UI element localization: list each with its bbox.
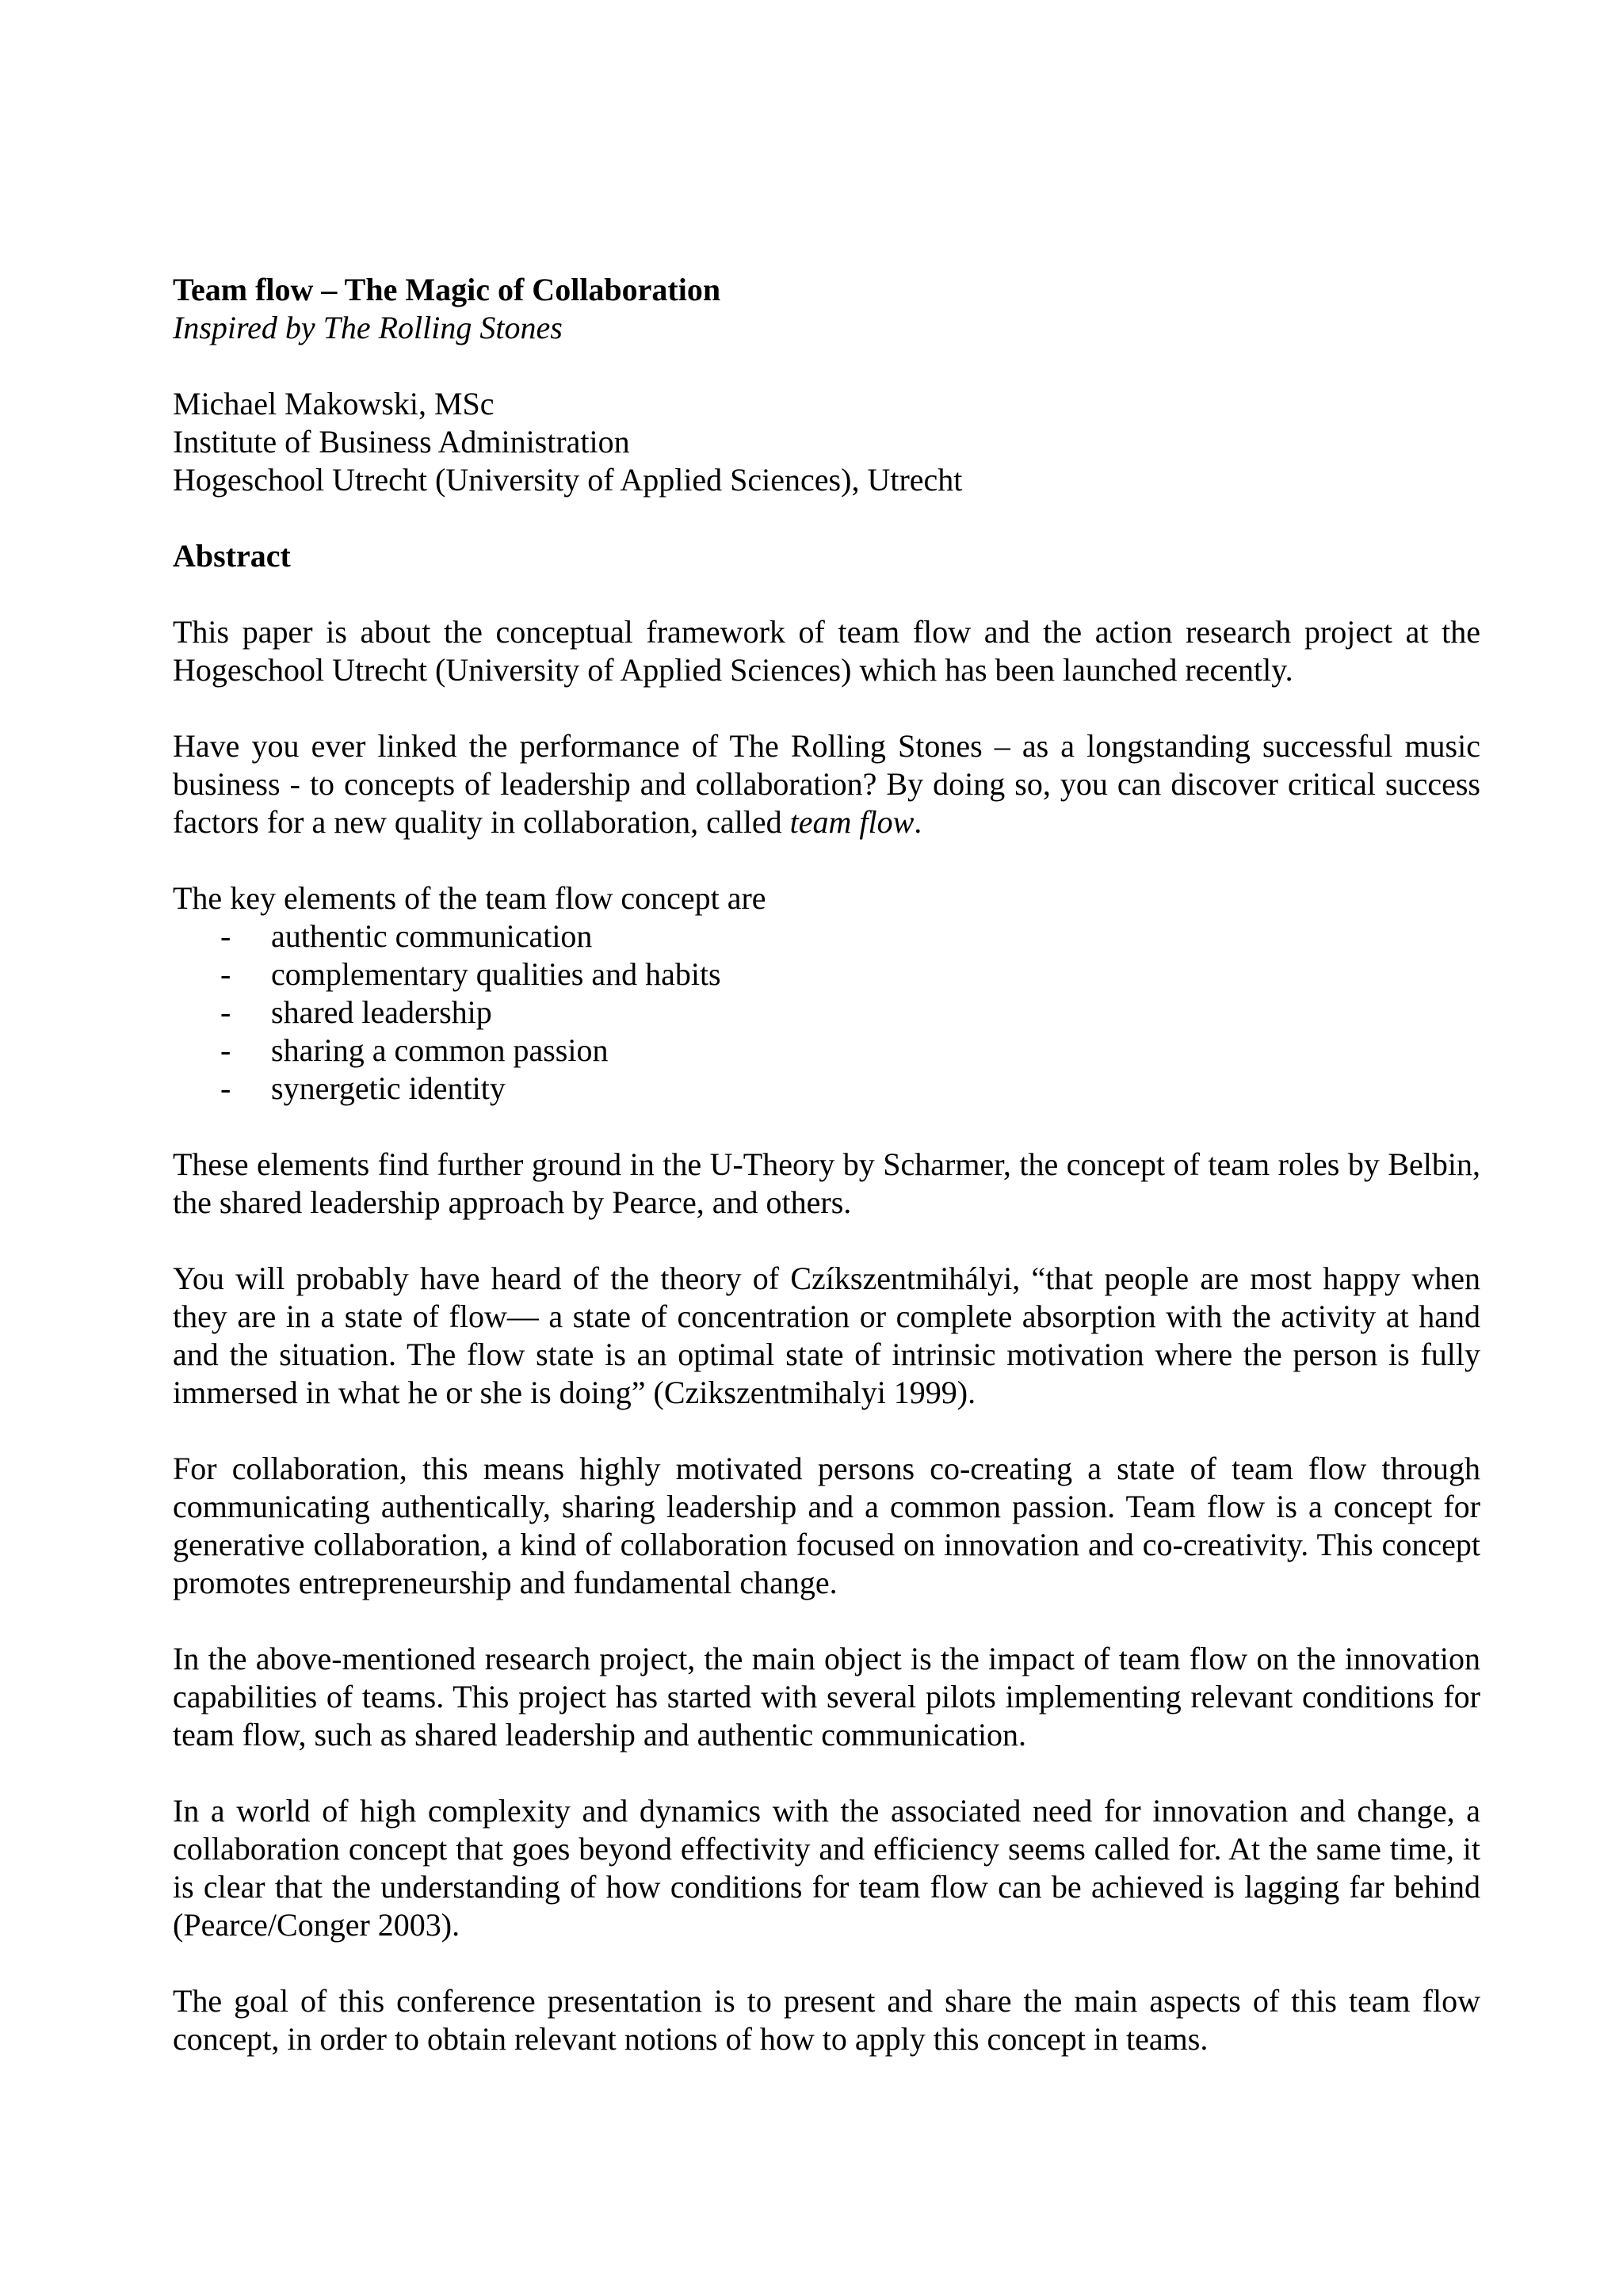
author-name: Michael Makowski, MSc	[173, 386, 495, 421]
paper-title: Team flow – The Magic of Collaboration	[173, 272, 721, 307]
abstract-heading: Abstract	[173, 538, 291, 574]
list-item	[173, 917, 1480, 955]
list-intro: The key elements of the team flow concept are	[173, 880, 766, 916]
author-institute: Institute of Business Administration	[173, 424, 630, 460]
abstract-paragraph-7: In a world of high complexity and dynamics with the associated need for innovation and change, a collaboration concept that goes beyond effectivity and efficiency seems called for. At the same time, it is clear that the understanding of how conditions for team flow can be achieved is lagging far behind (Pearce/Conger 2003).	[173, 1793, 1480, 1943]
key-elements-list	[173, 917, 1480, 1108]
list-item	[173, 1032, 1480, 1070]
list-item-text: complementary qualities and habits	[271, 956, 721, 992]
dash-bullet: -	[220, 994, 231, 1030]
abstract-paragraph-5: For collaboration, this means highly motivated persons co-creating a state of team flow through communicating authentically, sharing leadership and a common passion. Team flow is a concept for generative collaboration, a kind of collaboration focused on innovation and co-creativity. This concept promotes entrepreneurship and fundamental change.	[173, 1451, 1480, 1600]
spacer	[173, 499, 1480, 537]
list-item-text: shared leadership	[271, 994, 492, 1030]
paragraph-2-text: Have you ever linked the performance of The Rolling Stones – as a longstanding successful music business - to concepts of leadership and collaboration? By doing so, you can discover critical success factors for a new quality in collaboration, called	[173, 728, 1480, 840]
list-item	[173, 955, 1480, 994]
abstract-paragraph-1: This paper is about the conceptual framework of team flow and the action research project at the Hogeschool Utrecht (University of Applied Sciences) which has been launched recently.	[173, 614, 1480, 688]
spacer	[173, 347, 1480, 385]
list-item-text: authentic communication	[271, 918, 593, 954]
list-item	[173, 994, 1480, 1032]
dash-bullet: -	[220, 1070, 231, 1106]
spacer	[173, 575, 1480, 613]
paragraph-2-end: .	[914, 804, 922, 840]
team-flow-emphasis: team flow	[789, 804, 915, 840]
author-university: Hogeschool Utrecht (University of Applied Sciences), Utrecht	[173, 462, 963, 498]
list-item-text: synergetic identity	[271, 1070, 506, 1106]
list-item-text: sharing a common passion	[271, 1032, 609, 1068]
abstract-paragraph-4: You will probably have heard of the theory of Czíkszentmihályi, “that people are most happy when they are in a state of flow— a state of concentration or complete absorption with the activity at hand and the situation. The flow state is an optimal state of intrinsic motivation where the person is fully immersed in what he or she is doing” (Czikszentmihalyi 1999).	[173, 1261, 1480, 1410]
paper-subtitle: Inspired by The Rolling Stones	[173, 310, 563, 345]
dash-bullet: -	[220, 918, 231, 954]
abstract-paragraph-3: These elements find further ground in the U-Theory by Scharmer, the concept of team roles by Belbin, the shared leadership approach by Pearce, and others.	[173, 1146, 1480, 1220]
abstract-paragraph-6: In the above-mentioned research project, the main object is the impact of team flow on the innovation capabilities of teams. This project has started with several pilots implementing relevant conditions for team flow, such as shared leadership and authentic communication.	[173, 1641, 1480, 1753]
dash-bullet: -	[220, 956, 231, 992]
abstract-paragraph-8: The goal of this conference presentation is to present and share the main aspects of this team flow concept, in order to obtain relevant notions of how to apply this concept in teams.	[173, 1983, 1480, 2057]
dash-bullet: -	[220, 1032, 231, 1068]
document-page	[173, 271, 1480, 2096]
abstract-paragraph-2	[173, 727, 1480, 841]
list-item	[173, 1070, 1480, 1108]
